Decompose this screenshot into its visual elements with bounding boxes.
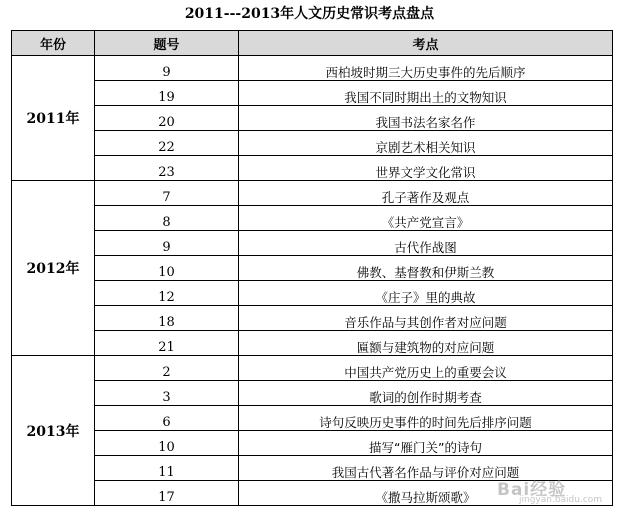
table-row (12, 431, 613, 456)
topic-cell: 古代作战图 (239, 231, 613, 256)
table-header-row (12, 31, 613, 56)
question-number-cell: 9 (95, 56, 239, 81)
topic-cell: 《共产党宣言》 (239, 206, 613, 231)
topic-cell: 我国古代著名作品与评价对应问题 (239, 456, 613, 481)
exam-topics-table (11, 30, 613, 506)
table-row (12, 231, 613, 256)
question-number-cell: 2 (95, 356, 239, 381)
question-number-cell: 11 (95, 456, 239, 481)
topic-cell: 音乐作品与其创作者对应问题 (239, 306, 613, 331)
table-body (12, 56, 613, 506)
topic-cell: 佛教、基督教和伊斯兰教 (239, 256, 613, 281)
question-number-cell: 10 (95, 256, 239, 281)
table-row (12, 356, 613, 381)
table-row (12, 81, 613, 106)
header-year: 年份 (12, 31, 95, 56)
topic-cell: 歌词的创作时期考查 (239, 381, 613, 406)
question-number-cell: 23 (95, 156, 239, 181)
table-row (12, 131, 613, 156)
question-number-cell: 12 (95, 281, 239, 306)
table-row (12, 281, 613, 306)
year-cell: 2012年 (12, 181, 95, 356)
header-topic: 考点 (239, 31, 613, 56)
question-number-cell: 7 (95, 181, 239, 206)
watermark-logo: Bai经验 (497, 480, 567, 500)
table-row (12, 381, 613, 406)
question-number-cell: 19 (95, 81, 239, 106)
topic-cell: 《撒马拉斯颂歌》 (239, 481, 613, 506)
page-title: 2011---2013年人文历史常识考点盘点 (184, 6, 435, 22)
topic-cell: 孔子著作及观点 (239, 181, 613, 206)
table-row (12, 331, 613, 356)
year-cell: 2011年 (12, 56, 95, 181)
table-row (12, 306, 613, 331)
topic-cell: 世界文学文化常识 (239, 156, 613, 181)
question-number-cell: 18 (95, 306, 239, 331)
table-row (12, 156, 613, 181)
question-number-cell: 6 (95, 406, 239, 431)
question-number-cell: 10 (95, 431, 239, 456)
topic-cell: 西柏坡时期三大历史事件的先后顺序 (239, 56, 613, 81)
topic-cell: 我国书法名家名作 (239, 106, 613, 131)
question-number-cell: 8 (95, 206, 239, 231)
topic-cell: 我国不同时期出土的文物知识 (239, 81, 613, 106)
topic-cell: 描写“雁门关”的诗句 (239, 431, 613, 456)
question-number-cell: 3 (95, 381, 239, 406)
watermark (497, 475, 603, 505)
table-row (12, 181, 613, 206)
table-row (12, 56, 613, 81)
question-number-cell: 20 (95, 106, 239, 131)
header-question-number: 题号 (95, 31, 239, 56)
table-row (12, 206, 613, 231)
watermark-url: jingyan.baidu.com (519, 495, 603, 505)
question-number-cell: 21 (95, 331, 239, 356)
topic-cell: 京剧艺术相关知识 (239, 131, 613, 156)
year-cell: 2013年 (12, 356, 95, 506)
question-number-cell: 17 (95, 481, 239, 506)
topic-cell: 中国共产党历史上的重要会议 (239, 356, 613, 381)
table-row (12, 256, 613, 281)
table-row (12, 106, 613, 131)
topic-cell: 诗句反映历史事件的时间先后排序问题 (239, 406, 613, 431)
topic-cell: 《庄子》里的典故 (239, 281, 613, 306)
question-number-cell: 9 (95, 231, 239, 256)
topic-cell: 匾额与建筑物的对应问题 (239, 331, 613, 356)
table-row (12, 406, 613, 431)
question-number-cell: 22 (95, 131, 239, 156)
